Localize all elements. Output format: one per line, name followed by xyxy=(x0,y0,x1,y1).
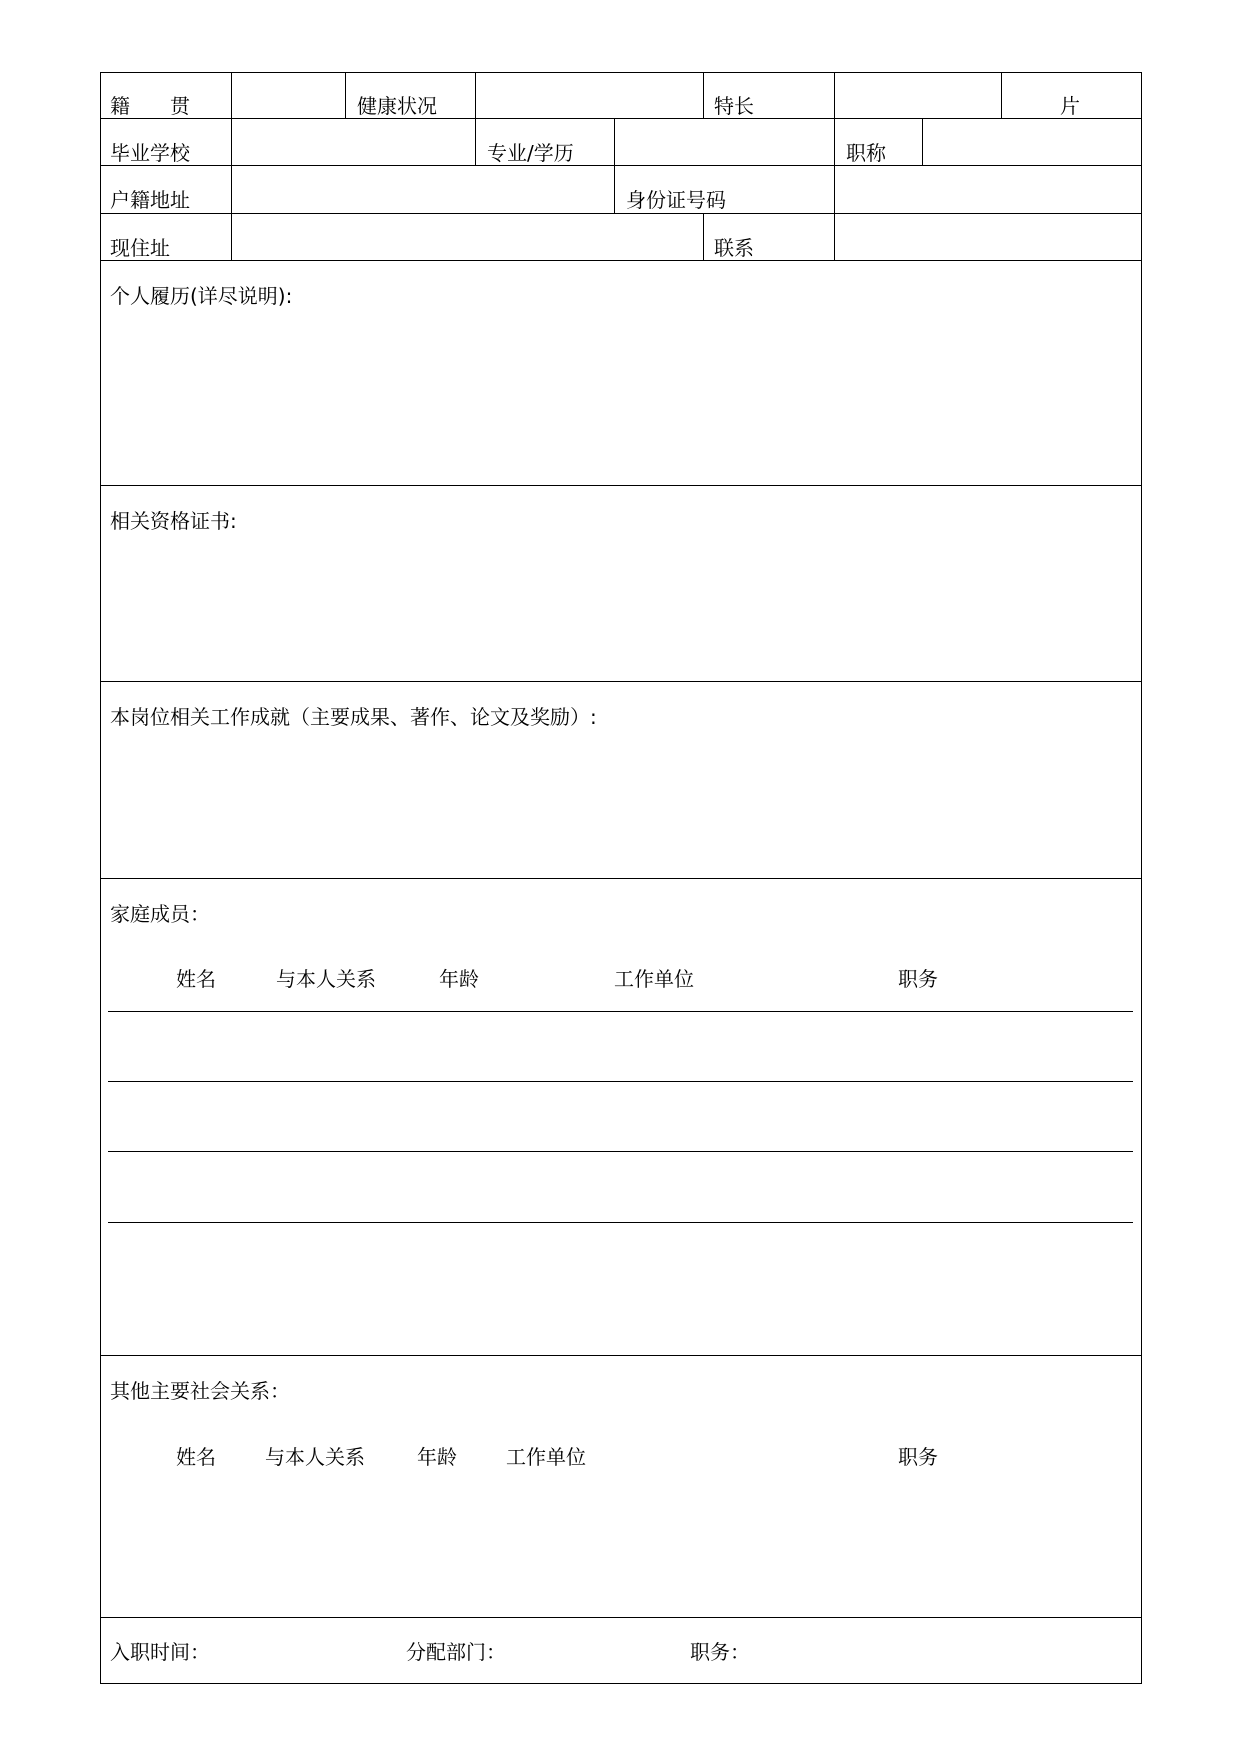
section-certificates: 相关资格证书: xyxy=(110,509,237,533)
cell-divider xyxy=(475,118,476,165)
label-specialty: 特长 xyxy=(714,94,754,118)
cell-divider xyxy=(703,213,704,260)
label-contact: 联系 xyxy=(714,236,754,260)
label-school: 毕业学校 xyxy=(110,141,190,165)
label-photo: 片 xyxy=(1060,94,1080,118)
cell-divider xyxy=(834,72,835,118)
family-row-line xyxy=(108,1222,1133,1223)
row-divider xyxy=(100,213,1142,214)
family-row-line xyxy=(108,1011,1133,1012)
cell-divider xyxy=(703,72,704,118)
section-divider xyxy=(100,1617,1142,1618)
section-social: 其他主要社会关系： xyxy=(110,1379,290,1403)
family-col-position: 职务 xyxy=(898,967,938,991)
cell-divider xyxy=(834,213,835,260)
section-resume: 个人履历(详尽说明): xyxy=(110,284,293,308)
cell-divider xyxy=(345,72,346,118)
family-row-line xyxy=(108,1081,1133,1082)
row-divider xyxy=(100,260,1142,261)
social-col-name: 姓名 xyxy=(176,1445,216,1469)
label-address: 现住址 xyxy=(110,236,170,260)
social-col-unit: 工作单位 xyxy=(506,1445,586,1469)
cell-divider xyxy=(834,118,835,165)
section-divider xyxy=(100,681,1142,682)
cell-divider xyxy=(614,165,615,213)
cell-divider xyxy=(475,72,476,118)
social-col-position: 职务 xyxy=(898,1445,938,1469)
section-divider xyxy=(100,1355,1142,1356)
section-divider xyxy=(100,485,1142,486)
social-col-age: 年龄 xyxy=(417,1445,457,1469)
cell-divider xyxy=(614,118,615,165)
row-divider xyxy=(100,165,1142,166)
label-jiguan: 籍 贯 xyxy=(110,94,190,118)
section-divider xyxy=(100,878,1142,879)
family-col-relation: 与本人关系 xyxy=(276,967,376,991)
label-idcard: 身份证号码 xyxy=(626,188,726,212)
cell-divider xyxy=(834,165,835,213)
label-title: 职称 xyxy=(846,141,886,165)
cell-divider xyxy=(922,118,923,165)
family-col-name: 姓名 xyxy=(176,967,216,991)
cell-divider xyxy=(231,72,232,260)
footer-position: 职务： xyxy=(690,1640,750,1664)
label-major: 专业/学历 xyxy=(487,141,574,165)
section-family: 家庭成员： xyxy=(110,902,210,926)
section-achievements: 本岗位相关工作成就（主要成果、著作、论文及奖励）: xyxy=(110,705,597,729)
family-col-age: 年龄 xyxy=(439,967,479,991)
family-row-line xyxy=(108,1151,1133,1152)
label-health: 健康状况 xyxy=(357,94,437,118)
family-col-unit: 工作单位 xyxy=(614,967,694,991)
footer-department: 分配部门： xyxy=(406,1640,506,1664)
footer-hire-date: 入职时间： xyxy=(110,1640,210,1664)
social-col-relation: 与本人关系 xyxy=(265,1445,365,1469)
cell-divider xyxy=(1001,72,1002,118)
label-hukou: 户籍地址 xyxy=(110,188,190,212)
row-divider xyxy=(100,118,1142,119)
